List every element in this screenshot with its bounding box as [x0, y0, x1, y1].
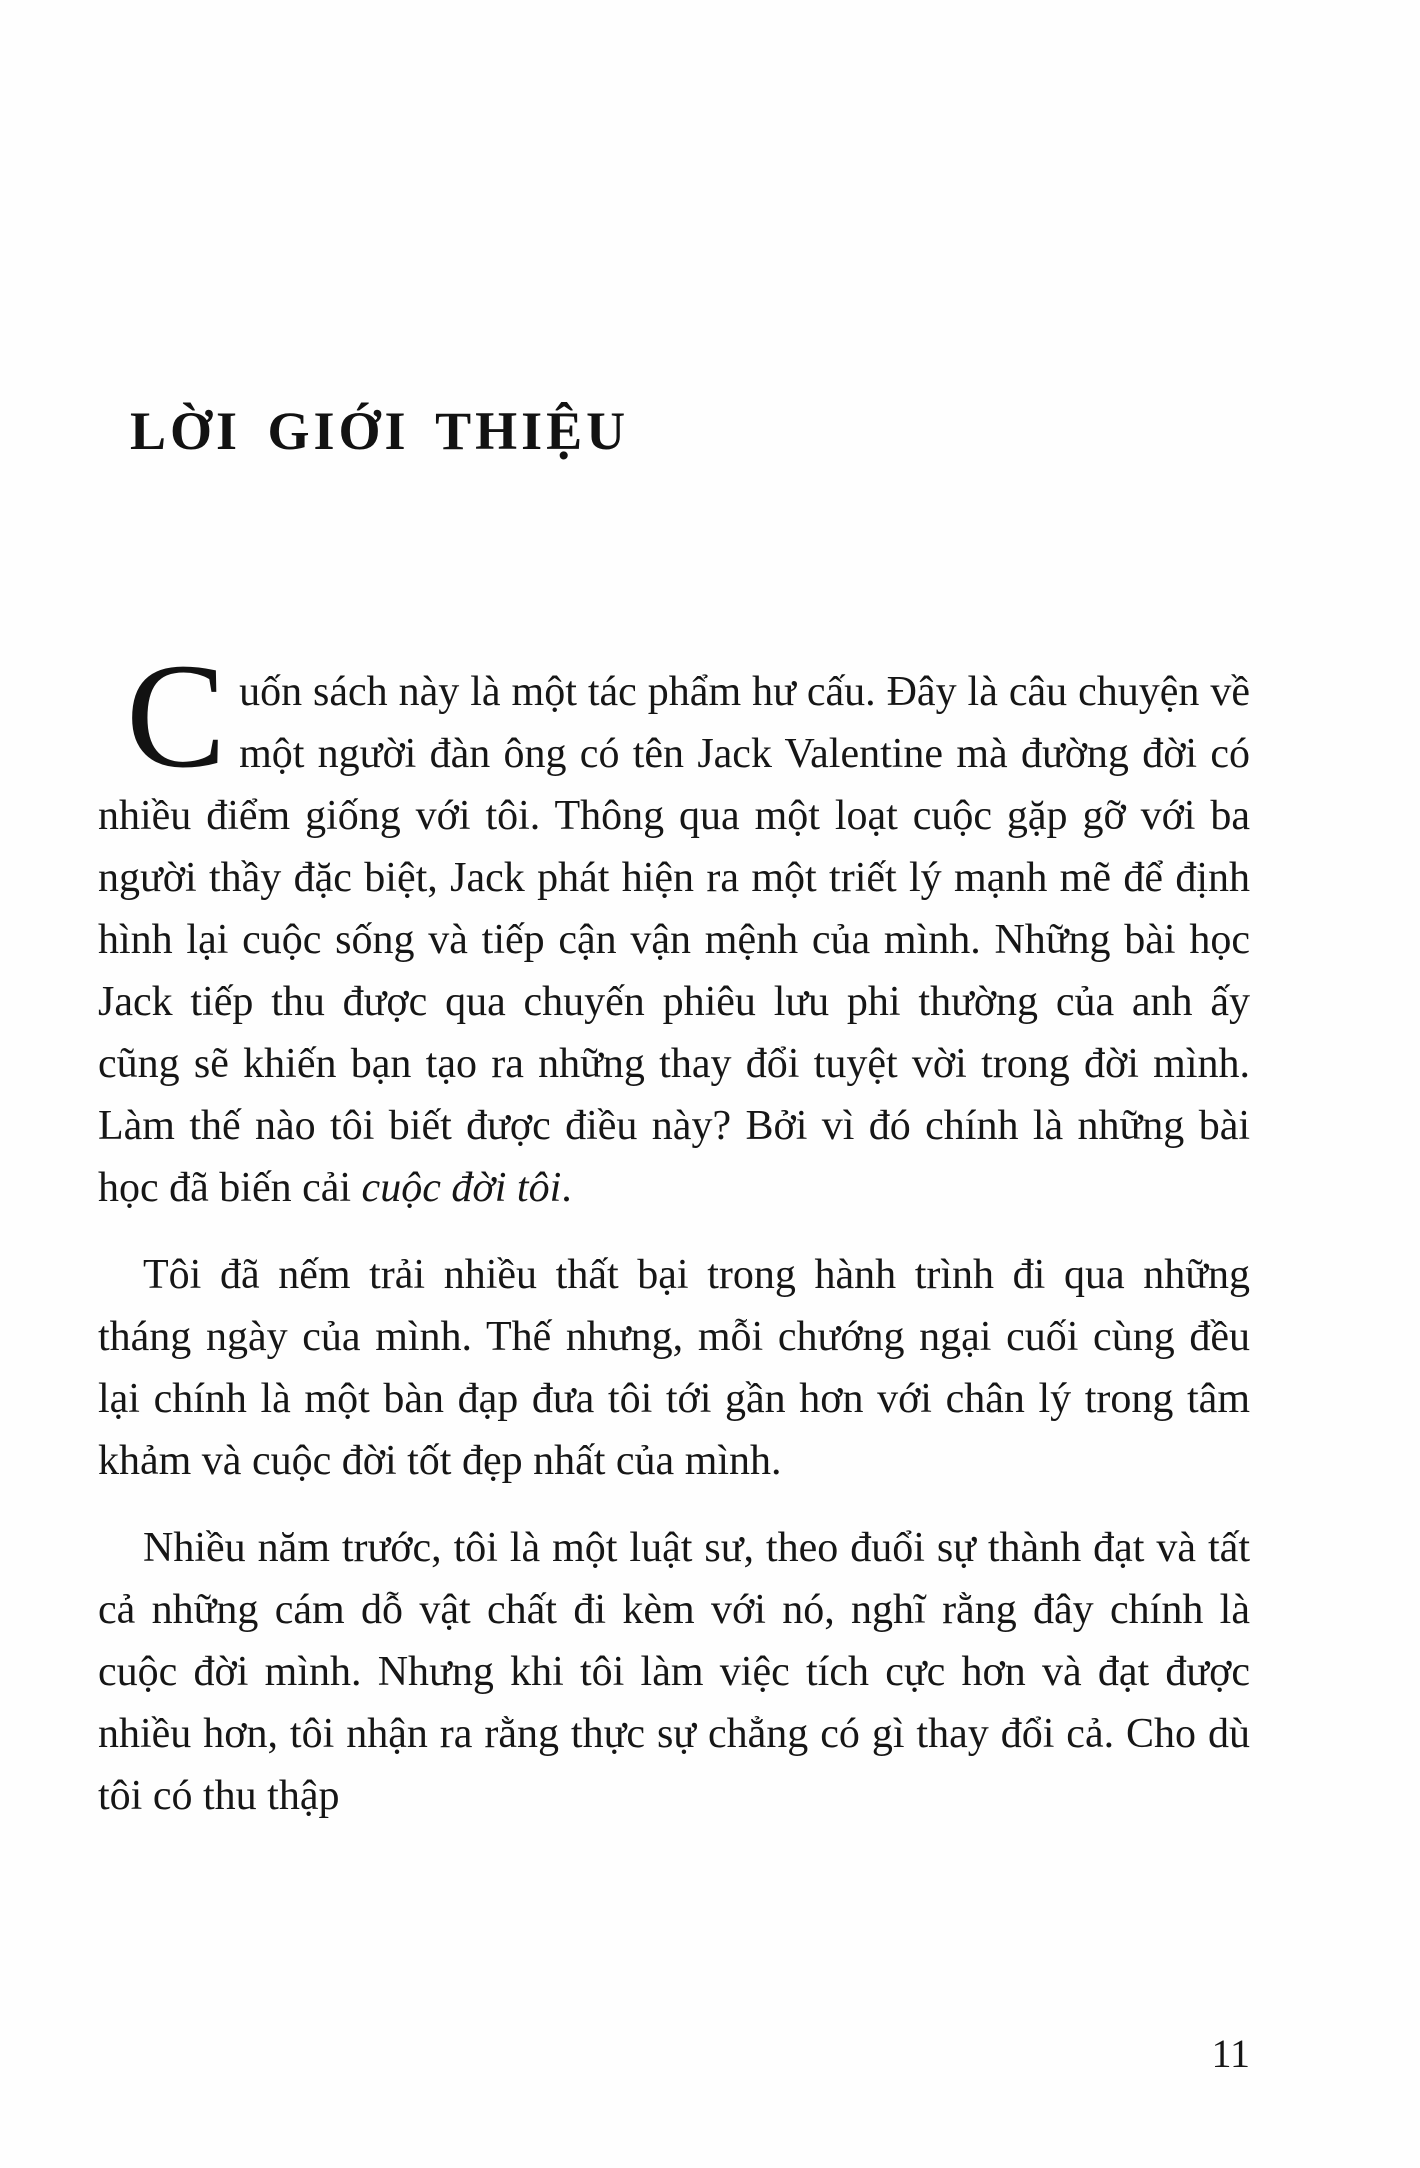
paragraph-2: Tôi đã nếm trải nhiều thất bại trong hành trình đi qua những tháng ngày của mình. Thế nhưng, mỗi chướng ngại cuối cùng đều lại chính là một bàn đạp đưa tôi tới gần hơn với chân lý trong tâm khảm và cuộc đời tốt đẹp nhất của mình. [98, 1252, 1250, 1484]
page-title: LỜI GIỚI THIỆU [130, 401, 630, 461]
paragraph-1-italic-phrase: cuộc đời tôi [361, 1165, 562, 1211]
paragraph-3: Nhiều năm trước, tôi là một luật sư, theo đuổi sự thành đạt và tất cả những cám dỗ vật chất đi kèm với nó, nghĩ rằng đây chính là cuộc đời mình. Nhưng khi tôi làm việc tích cực hơn và đạt được nhiều hơn, tôi nhận ra rằng thực sự chẳng có gì thay đổi cả. Cho dù tôi có thu thập [98, 1525, 1250, 1819]
paragraph-1-text: uốn sách này là một tác phẩm hư cấu. Đây là câu chuyện về một người đàn ông có tên Jack Valentine mà đường đời có nhiều điểm giống với tôi. Thông qua một loạt cuộc gặp gỡ với ba người thầy đặc biệt, Jack phát hiện ra một triết lý mạnh mẽ để định hình lại cuộc sống và tiếp cận vận mệnh của mình. Những bài học Jack tiếp thu được qua chuyến phiêu lưu phi thường của anh ấy cũng sẽ khiến bạn tạo ra những thay đổi tuyệt vời trong đời mình. Làm thế nào tôi biết được điều này? Bởi vì đó chính là những bài học đã biến cải [98, 669, 1250, 1211]
dropcap-letter: C [126, 633, 227, 799]
body-text [98, 633, 1250, 1852]
paragraph-1-period: . [561, 1165, 572, 1211]
page-number: 11 [1211, 2031, 1250, 2076]
paragraph-1 [98, 633, 1250, 1219]
